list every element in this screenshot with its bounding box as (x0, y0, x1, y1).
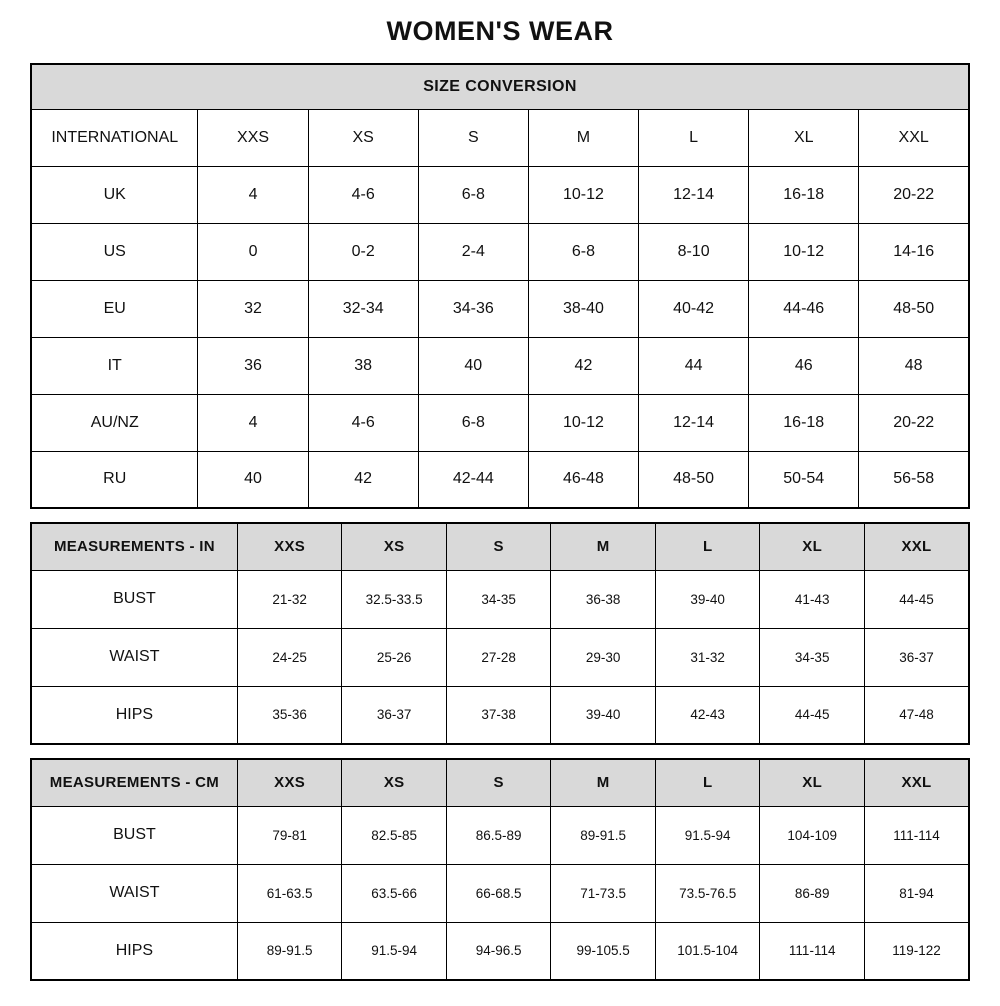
cell-value: 71-73.5 (551, 864, 656, 922)
cell-value: 10-12 (749, 223, 859, 280)
cell-value: 42-44 (418, 451, 528, 508)
cell-value: 36-37 (342, 686, 447, 744)
col-header-s: S (446, 759, 551, 806)
col-header-s: S (418, 109, 528, 166)
row-label-ru: RU (31, 451, 198, 508)
cell-value: 44-45 (864, 570, 969, 628)
col-header-xs: XS (342, 523, 447, 570)
cell-value: 44-45 (760, 686, 865, 744)
cell-value: 73.5-76.5 (655, 864, 760, 922)
cell-value: 31-32 (655, 628, 760, 686)
cell-value: 14-16 (859, 223, 969, 280)
cell-value: 4-6 (308, 166, 418, 223)
cell-value: 111-114 (760, 922, 865, 980)
row-label-uk: UK (31, 166, 198, 223)
size-conversion-table (30, 63, 970, 509)
col-header-s: S (446, 523, 551, 570)
cell-value: 91.5-94 (655, 806, 760, 864)
cell-value: 81-94 (864, 864, 969, 922)
cell-value: 99-105.5 (551, 922, 656, 980)
col-header-m: M (551, 523, 656, 570)
cell-value: 42 (308, 451, 418, 508)
row-label-bust: BUST (31, 570, 237, 628)
cell-value: 86-89 (760, 864, 865, 922)
cell-value: 4 (198, 166, 308, 223)
row-label-bust: BUST (31, 806, 237, 864)
table-row (31, 451, 969, 508)
cell-value: 101.5-104 (655, 922, 760, 980)
cell-value: 36-37 (864, 628, 969, 686)
cell-value: 66-68.5 (446, 864, 551, 922)
cell-value: 40 (418, 337, 528, 394)
row-label-waist: WAIST (31, 864, 237, 922)
cell-value: 56-58 (859, 451, 969, 508)
cell-value: 34-35 (446, 570, 551, 628)
col-header-l: L (639, 109, 749, 166)
size-conversion-banner: SIZE CONVERSION (31, 64, 969, 109)
col-header-xxs: XXS (237, 523, 342, 570)
col-header-measurements-in: MEASUREMENTS - IN (31, 523, 237, 570)
table-row (31, 922, 969, 980)
row-label-hips: HIPS (31, 922, 237, 980)
table-header-row (31, 523, 969, 570)
cell-value: 29-30 (551, 628, 656, 686)
cell-value: 41-43 (760, 570, 865, 628)
cell-value: 2-4 (418, 223, 528, 280)
cell-value: 86.5-89 (446, 806, 551, 864)
cell-value: 39-40 (551, 686, 656, 744)
table-row (31, 337, 969, 394)
cell-value: 48-50 (859, 280, 969, 337)
cell-value: 119-122 (864, 922, 969, 980)
cell-value: 40-42 (639, 280, 749, 337)
row-label-hips: HIPS (31, 686, 237, 744)
cell-value: 89-91.5 (551, 806, 656, 864)
cell-value: 47-48 (864, 686, 969, 744)
cell-value: 32-34 (308, 280, 418, 337)
cell-value: 24-25 (237, 628, 342, 686)
table-row (31, 686, 969, 744)
measurements-in-table (30, 522, 970, 745)
cell-value: 20-22 (859, 394, 969, 451)
table-row (31, 223, 969, 280)
cell-value: 0 (198, 223, 308, 280)
col-header-measurements-cm: MEASUREMENTS - CM (31, 759, 237, 806)
table-row (31, 864, 969, 922)
cell-value: 4-6 (308, 394, 418, 451)
col-header-xl: XL (760, 759, 865, 806)
cell-value: 36 (198, 337, 308, 394)
cell-value: 8-10 (639, 223, 749, 280)
cell-value: 44 (639, 337, 749, 394)
col-header-xxl: XXL (864, 759, 969, 806)
col-header-m: M (528, 109, 638, 166)
cell-value: 16-18 (749, 394, 859, 451)
col-header-xs: XS (342, 759, 447, 806)
cell-value: 46 (749, 337, 859, 394)
cell-value: 91.5-94 (342, 922, 447, 980)
cell-value: 111-114 (864, 806, 969, 864)
cell-value: 32 (198, 280, 308, 337)
cell-value: 38 (308, 337, 418, 394)
measurements-cm-table (30, 758, 970, 981)
cell-value: 16-18 (749, 166, 859, 223)
cell-value: 20-22 (859, 166, 969, 223)
cell-value: 4 (198, 394, 308, 451)
cell-value: 0-2 (308, 223, 418, 280)
row-label-waist: WAIST (31, 628, 237, 686)
col-header-m: M (551, 759, 656, 806)
table-row (31, 394, 969, 451)
cell-value: 25-26 (342, 628, 447, 686)
cell-value: 12-14 (639, 166, 749, 223)
cell-value: 10-12 (528, 394, 638, 451)
row-label-us: US (31, 223, 198, 280)
table-row (31, 570, 969, 628)
col-header-xxs: XXS (198, 109, 308, 166)
table-row (31, 806, 969, 864)
cell-value: 36-38 (551, 570, 656, 628)
cell-value: 39-40 (655, 570, 760, 628)
table-row (31, 166, 969, 223)
cell-value: 94-96.5 (446, 922, 551, 980)
col-header-l: L (655, 523, 760, 570)
cell-value: 37-38 (446, 686, 551, 744)
cell-value: 61-63.5 (237, 864, 342, 922)
cell-value: 63.5-66 (342, 864, 447, 922)
cell-value: 34-36 (418, 280, 528, 337)
row-label-au-nz: AU/NZ (31, 394, 198, 451)
col-header-xl: XL (760, 523, 865, 570)
cell-value: 50-54 (749, 451, 859, 508)
col-header-xs: XS (308, 109, 418, 166)
cell-value: 32.5-33.5 (342, 570, 447, 628)
cell-value: 27-28 (446, 628, 551, 686)
cell-value: 42-43 (655, 686, 760, 744)
cell-value: 48 (859, 337, 969, 394)
cell-value: 34-35 (760, 628, 865, 686)
row-label-it: IT (31, 337, 198, 394)
cell-value: 82.5-85 (342, 806, 447, 864)
col-header-xxl: XXL (864, 523, 969, 570)
page-title: WOMEN'S WEAR (386, 16, 614, 46)
table-row (31, 280, 969, 337)
col-header-l: L (655, 759, 760, 806)
cell-value: 10-12 (528, 166, 638, 223)
col-header-international: INTERNATIONAL (31, 109, 198, 166)
table-row (31, 628, 969, 686)
col-header-xxs: XXS (237, 759, 342, 806)
cell-value: 6-8 (418, 166, 528, 223)
table-banner-row (31, 64, 969, 109)
cell-value: 42 (528, 337, 638, 394)
cell-value: 12-14 (639, 394, 749, 451)
cell-value: 6-8 (528, 223, 638, 280)
table-header-row (31, 759, 969, 806)
cell-value: 38-40 (528, 280, 638, 337)
table-header-row (31, 109, 969, 166)
col-header-xxl: XXL (859, 109, 969, 166)
cell-value: 6-8 (418, 394, 528, 451)
row-label-eu: EU (31, 280, 198, 337)
cell-value: 104-109 (760, 806, 865, 864)
cell-value: 21-32 (237, 570, 342, 628)
cell-value: 40 (198, 451, 308, 508)
cell-value: 89-91.5 (237, 922, 342, 980)
cell-value: 44-46 (749, 280, 859, 337)
col-header-xl: XL (749, 109, 859, 166)
cell-value: 48-50 (639, 451, 749, 508)
cell-value: 79-81 (237, 806, 342, 864)
cell-value: 35-36 (237, 686, 342, 744)
cell-value: 46-48 (528, 451, 638, 508)
